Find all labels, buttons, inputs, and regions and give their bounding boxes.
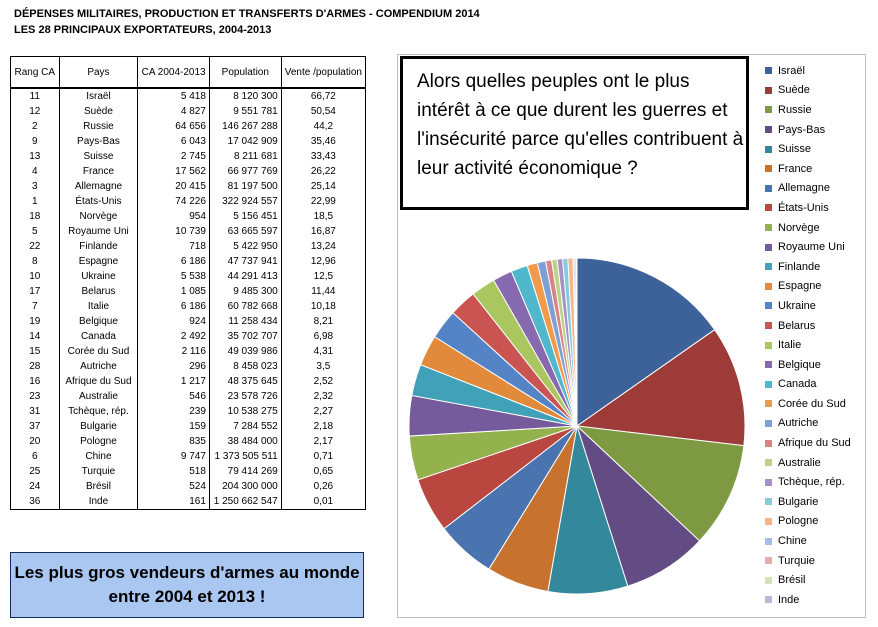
cell-country: Corée du Sud [59, 344, 138, 359]
cell-country: Norvège [59, 209, 138, 224]
cell-revenue: 10 739 [138, 224, 210, 239]
legend-label: Australie [778, 456, 821, 469]
legend-item [765, 139, 851, 159]
legend-swatch [765, 263, 772, 270]
header-title: DÉPENSES MILITAIRES, PRODUCTION ET TRANSFERTS D'ARMES - COMPENDIUM 2014 [14, 8, 480, 20]
cell-revenue: 161 [138, 494, 210, 510]
cell-ratio: 33,43 [281, 149, 365, 164]
cell-country: Autriche [59, 359, 138, 374]
legend-swatch [765, 67, 772, 74]
legend-item [765, 335, 851, 355]
table-row [11, 179, 366, 194]
legend-swatch [765, 518, 772, 525]
table-row [11, 359, 366, 374]
legend-label: Ukraine [778, 299, 816, 312]
cell-rank: 31 [11, 404, 60, 419]
cell-rank: 16 [11, 374, 60, 389]
col-header-population: Population [209, 57, 281, 89]
legend-label: Russie [778, 103, 812, 116]
cell-population: 204 300 000 [209, 479, 281, 494]
caption-box: Les plus gros vendeurs d'armes au monde entre 2004 et 2013 ! [10, 552, 364, 618]
cell-country: Israël [59, 88, 138, 104]
cell-rank: 11 [11, 88, 60, 104]
legend-swatch [765, 185, 772, 192]
cell-population: 47 737 941 [209, 254, 281, 269]
table-row [11, 239, 366, 254]
cell-ratio: 12,96 [281, 254, 365, 269]
legend-swatch [765, 283, 772, 290]
legend-swatch [765, 440, 772, 447]
legend-label: Royaume Uni [778, 241, 845, 254]
cell-ratio: 0,26 [281, 479, 365, 494]
legend-label: France [778, 162, 813, 175]
cell-rank: 5 [11, 224, 60, 239]
cell-ratio: 0,01 [281, 494, 365, 510]
legend-swatch [765, 204, 772, 211]
table-row [11, 404, 366, 419]
table-row [11, 164, 366, 179]
cell-ratio: 8,21 [281, 314, 365, 329]
cell-population: 35 702 707 [209, 329, 281, 344]
col-header-revenue: CA 2004-2013 [138, 57, 210, 89]
cell-revenue: 17 562 [138, 164, 210, 179]
cell-population: 9 485 300 [209, 284, 281, 299]
cell-population: 23 578 726 [209, 389, 281, 404]
cell-country: Pays-Bas [59, 134, 138, 149]
cell-country: Afrique du Sud [59, 374, 138, 389]
cell-population: 79 414 269 [209, 464, 281, 479]
cell-revenue: 1 217 [138, 374, 210, 389]
legend-swatch [765, 596, 772, 603]
cell-rank: 19 [11, 314, 60, 329]
cell-revenue: 1 085 [138, 284, 210, 299]
table-row [11, 299, 366, 314]
cell-country: Italie [59, 299, 138, 314]
cell-country: Allemagne [59, 179, 138, 194]
legend-swatch [765, 165, 772, 172]
cell-population: 1 373 505 511 [209, 449, 281, 464]
cell-revenue: 546 [138, 389, 210, 404]
table-row [11, 479, 366, 494]
cell-rank: 24 [11, 479, 60, 494]
cell-country: Suède [59, 104, 138, 119]
legend-swatch [765, 420, 772, 427]
legend-label: Inde [778, 593, 800, 606]
legend-swatch [765, 126, 772, 133]
table-row [11, 209, 366, 224]
cell-rank: 9 [11, 134, 60, 149]
legend-item [765, 237, 851, 257]
cell-population: 9 551 781 [209, 104, 281, 119]
cell-rank: 10 [11, 269, 60, 284]
chart-legend [765, 61, 851, 610]
table-row [11, 389, 366, 404]
cell-revenue: 5 418 [138, 88, 210, 104]
header-subtitle: LES 28 PRINCIPAUX EXPORTATEURS, 2004-2013 [14, 24, 272, 36]
cell-rank: 2 [11, 119, 60, 134]
table-row [11, 88, 366, 104]
cell-revenue: 524 [138, 479, 210, 494]
table-row [11, 314, 366, 329]
table-row [11, 104, 366, 119]
cell-rank: 23 [11, 389, 60, 404]
cell-country: Ukraine [59, 269, 138, 284]
legend-label: Pays-Bas [778, 123, 826, 136]
legend-swatch [765, 498, 772, 505]
cell-rank: 3 [11, 179, 60, 194]
page-header [14, 6, 480, 38]
cell-ratio: 4,31 [281, 344, 365, 359]
cell-revenue: 6 186 [138, 254, 210, 269]
legend-swatch [765, 322, 772, 329]
cell-rank: 20 [11, 434, 60, 449]
cell-population: 1 250 662 547 [209, 494, 281, 510]
cell-country: Russie [59, 119, 138, 134]
table-row [11, 284, 366, 299]
cell-country: Espagne [59, 254, 138, 269]
col-header-ratio: Vente /population [281, 57, 365, 89]
cell-population: 66 977 769 [209, 164, 281, 179]
legend-label: Chine [778, 535, 807, 548]
table-row [11, 149, 366, 164]
table-row [11, 374, 366, 389]
cell-country: Inde [59, 494, 138, 510]
cell-country: Bulgarie [59, 419, 138, 434]
legend-label: Italie [778, 339, 802, 352]
legend-swatch [765, 400, 772, 407]
legend-label: Corée du Sud [778, 397, 846, 410]
cell-ratio: 2,32 [281, 389, 365, 404]
cell-country: Canada [59, 329, 138, 344]
legend-label: Finlande [778, 260, 821, 273]
cell-population: 5 156 451 [209, 209, 281, 224]
cell-country: Belarus [59, 284, 138, 299]
legend-item [765, 355, 851, 375]
legend-label: Tchèque, rép. [778, 476, 845, 489]
legend-swatch [765, 479, 772, 486]
cell-revenue: 74 226 [138, 194, 210, 209]
legend-item [765, 492, 851, 512]
cell-ratio: 0,71 [281, 449, 365, 464]
legend-item [765, 531, 851, 551]
cell-rank: 12 [11, 104, 60, 119]
legend-item [765, 159, 851, 179]
legend-item [765, 81, 851, 101]
cell-revenue: 9 747 [138, 449, 210, 464]
cell-rank: 7 [11, 299, 60, 314]
cell-population: 8 120 300 [209, 88, 281, 104]
legend-item [765, 414, 851, 434]
cell-revenue: 239 [138, 404, 210, 419]
legend-label: Bulgarie [778, 495, 819, 508]
cell-ratio: 12,5 [281, 269, 365, 284]
legend-item [765, 257, 851, 277]
cell-revenue: 835 [138, 434, 210, 449]
table-row [11, 194, 366, 209]
legend-swatch [765, 459, 772, 466]
col-header-rank: Rang CA [11, 57, 60, 89]
legend-item [765, 453, 851, 473]
cell-population: 146 267 288 [209, 119, 281, 134]
cell-ratio: 18,5 [281, 209, 365, 224]
cell-country: Tchèque, rép. [59, 404, 138, 419]
cell-ratio: 2,17 [281, 434, 365, 449]
table-row [11, 134, 366, 149]
legend-label: Autriche [778, 417, 819, 430]
cell-rank: 13 [11, 149, 60, 164]
cell-revenue: 2 745 [138, 149, 210, 164]
legend-swatch [765, 361, 772, 368]
question-box: Alors quelles peuples ont le plus intérêt à ce que durent les guerres et l'insécurité parce qu'elles contribuent à leur activité économique ? [400, 56, 749, 210]
cell-rank: 36 [11, 494, 60, 510]
cell-rank: 14 [11, 329, 60, 344]
legend-item [765, 61, 851, 81]
cell-population: 44 291 413 [209, 269, 281, 284]
cell-rank: 28 [11, 359, 60, 374]
legend-label: Belgique [778, 358, 821, 371]
cell-rank: 18 [11, 209, 60, 224]
cell-revenue: 6 186 [138, 299, 210, 314]
legend-swatch [765, 577, 772, 584]
cell-ratio: 16,87 [281, 224, 365, 239]
cell-ratio: 3,5 [281, 359, 365, 374]
legend-item [765, 296, 851, 316]
legend-swatch [765, 244, 772, 251]
legend-item [765, 218, 851, 238]
legend-label: Espagne [778, 280, 822, 293]
legend-item [765, 198, 851, 218]
cell-ratio: 0,65 [281, 464, 365, 479]
legend-item [765, 394, 851, 414]
cell-ratio: 44,2 [281, 119, 365, 134]
legend-swatch [765, 87, 772, 94]
legend-label: Allemagne [778, 182, 830, 195]
cell-rank: 25 [11, 464, 60, 479]
cell-country: Turquie [59, 464, 138, 479]
legend-item [765, 316, 851, 336]
cell-ratio: 13,24 [281, 239, 365, 254]
legend-swatch [765, 302, 772, 309]
table-row [11, 464, 366, 479]
cell-rank: 8 [11, 254, 60, 269]
legend-label: Turquie [778, 554, 815, 567]
cell-ratio: 2,52 [281, 374, 365, 389]
cell-ratio: 2,27 [281, 404, 365, 419]
table-row [11, 419, 366, 434]
cell-ratio: 35,46 [281, 134, 365, 149]
legend-label: Suisse [778, 143, 812, 156]
legend-label: Israël [778, 64, 805, 77]
legend-item [765, 179, 851, 199]
cell-ratio: 22,99 [281, 194, 365, 209]
col-header-country: Pays [59, 57, 138, 89]
legend-label: Canada [778, 378, 817, 391]
cell-ratio: 6,98 [281, 329, 365, 344]
cell-revenue: 296 [138, 359, 210, 374]
cell-revenue: 518 [138, 464, 210, 479]
cell-population: 8 211 681 [209, 149, 281, 164]
cell-rank: 1 [11, 194, 60, 209]
cell-rank: 17 [11, 284, 60, 299]
cell-country: Pologne [59, 434, 138, 449]
cell-revenue: 2 116 [138, 344, 210, 359]
legend-label: Brésil [778, 574, 806, 587]
cell-population: 7 284 552 [209, 419, 281, 434]
cell-ratio: 25,14 [281, 179, 365, 194]
legend-swatch [765, 106, 772, 113]
cell-revenue: 20 415 [138, 179, 210, 194]
cell-revenue: 6 043 [138, 134, 210, 149]
cell-ratio: 2,18 [281, 419, 365, 434]
legend-item [765, 590, 851, 610]
cell-country: Brésil [59, 479, 138, 494]
table-row [11, 254, 366, 269]
cell-ratio: 26,22 [281, 164, 365, 179]
cell-population: 38 484 000 [209, 434, 281, 449]
cell-population: 10 538 275 [209, 404, 281, 419]
table-row [11, 449, 366, 464]
legend-item [765, 551, 851, 571]
cell-revenue: 159 [138, 419, 210, 434]
cell-country: Belgique [59, 314, 138, 329]
cell-population: 8 458 023 [209, 359, 281, 374]
cell-revenue: 5 538 [138, 269, 210, 284]
table-row [11, 329, 366, 344]
legend-item [765, 472, 851, 492]
cell-country: France [59, 164, 138, 179]
cell-revenue: 2 492 [138, 329, 210, 344]
legend-swatch [765, 557, 772, 564]
cell-country: Suisse [59, 149, 138, 164]
legend-item [765, 433, 851, 453]
legend-swatch [765, 538, 772, 545]
legend-label: Afrique du Sud [778, 437, 851, 450]
cell-revenue: 924 [138, 314, 210, 329]
cell-population: 5 422 950 [209, 239, 281, 254]
table-header-row [11, 57, 366, 89]
table-row [11, 119, 366, 134]
cell-rank: 6 [11, 449, 60, 464]
cell-population: 49 039 986 [209, 344, 281, 359]
legend-swatch [765, 381, 772, 388]
cell-ratio: 66,72 [281, 88, 365, 104]
legend-item [765, 570, 851, 590]
table-row [11, 434, 366, 449]
legend-item [765, 512, 851, 532]
cell-revenue: 718 [138, 239, 210, 254]
pie-chart [397, 200, 757, 616]
legend-item [765, 100, 851, 120]
cell-rank: 37 [11, 419, 60, 434]
legend-item [765, 277, 851, 297]
cell-ratio: 50,54 [281, 104, 365, 119]
cell-rank: 22 [11, 239, 60, 254]
cell-population: 11 258 434 [209, 314, 281, 329]
cell-revenue: 64 656 [138, 119, 210, 134]
cell-population: 17 042 909 [209, 134, 281, 149]
cell-rank: 15 [11, 344, 60, 359]
exporters-table [10, 56, 366, 510]
legend-swatch [765, 146, 772, 153]
legend-swatch [765, 224, 772, 231]
cell-country: Australie [59, 389, 138, 404]
table-row [11, 344, 366, 359]
cell-ratio: 10,18 [281, 299, 365, 314]
legend-item [765, 375, 851, 395]
cell-country: Finlande [59, 239, 138, 254]
cell-revenue: 4 827 [138, 104, 210, 119]
cell-revenue: 954 [138, 209, 210, 224]
cell-country: Chine [59, 449, 138, 464]
cell-population: 48 375 645 [209, 374, 281, 389]
legend-label: Belarus [778, 319, 816, 332]
table-body [11, 88, 366, 510]
cell-population: 60 782 668 [209, 299, 281, 314]
legend-label: Suède [778, 84, 810, 97]
legend-label: États-Unis [778, 201, 829, 214]
cell-country: Royaume Uni [59, 224, 138, 239]
cell-country: États-Unis [59, 194, 138, 209]
cell-population: 81 197 500 [209, 179, 281, 194]
cell-rank: 4 [11, 164, 60, 179]
legend-swatch [765, 342, 772, 349]
table-row [11, 224, 366, 239]
cell-ratio: 11,44 [281, 284, 365, 299]
cell-population: 322 924 557 [209, 194, 281, 209]
table-row [11, 269, 366, 284]
legend-item [765, 120, 851, 140]
legend-label: Norvège [778, 221, 820, 234]
table-row [11, 494, 366, 510]
cell-population: 63 665 597 [209, 224, 281, 239]
legend-label: Pologne [778, 515, 819, 528]
